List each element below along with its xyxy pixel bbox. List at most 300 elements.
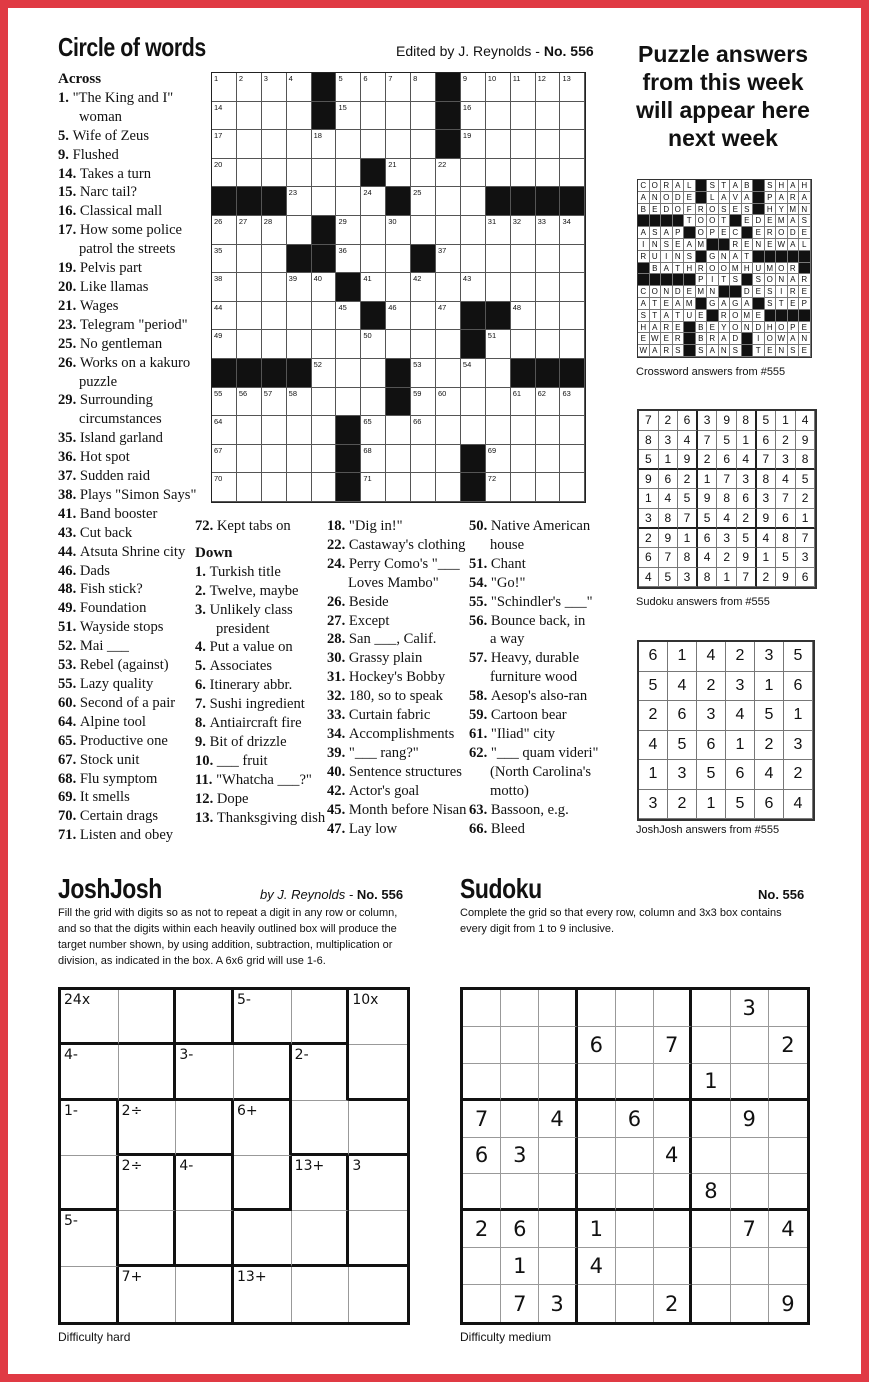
- crossword-cell[interactable]: [212, 416, 237, 445]
- crossword-cell[interactable]: [361, 273, 386, 302]
- crossword-cell[interactable]: [411, 130, 436, 159]
- crossword-cell[interactable]: [361, 216, 386, 245]
- sudoku-cell[interactable]: [463, 1285, 501, 1322]
- joshjosh-cell[interactable]: [349, 1101, 407, 1156]
- crossword-cell[interactable]: [411, 445, 436, 474]
- joshjosh-cell[interactable]: [176, 1045, 234, 1100]
- sudoku-cell[interactable]: [578, 1101, 616, 1138]
- crossword-cell[interactable]: [536, 216, 561, 245]
- crossword-cell[interactable]: [536, 388, 561, 417]
- crossword-cell[interactable]: [361, 359, 386, 388]
- sudoku-cell[interactable]: [463, 1138, 501, 1175]
- crossword-cell[interactable]: [461, 130, 486, 159]
- crossword-cell[interactable]: [511, 416, 536, 445]
- crossword-cell[interactable]: [411, 473, 436, 502]
- crossword-cell[interactable]: [436, 302, 461, 331]
- sudoku-cell[interactable]: [769, 1248, 807, 1285]
- crossword-cell[interactable]: [361, 73, 386, 102]
- crossword-cell[interactable]: [262, 216, 287, 245]
- joshjosh-cell[interactable]: [119, 1156, 177, 1211]
- crossword-cell[interactable]: [511, 73, 536, 102]
- crossword-cell[interactable]: [536, 330, 561, 359]
- sudoku-cell[interactable]: [769, 1285, 807, 1322]
- crossword-cell[interactable]: [336, 130, 361, 159]
- crossword-cell[interactable]: [386, 130, 411, 159]
- crossword-cell[interactable]: [312, 445, 337, 474]
- crossword-cell[interactable]: [486, 102, 511, 131]
- crossword-cell[interactable]: [237, 102, 262, 131]
- joshjosh-cell[interactable]: [61, 1267, 119, 1322]
- crossword-cell[interactable]: [262, 445, 287, 474]
- sudoku-cell[interactable]: [616, 1101, 654, 1138]
- sudoku-cell[interactable]: [578, 1211, 616, 1248]
- crossword-cell[interactable]: [536, 245, 561, 274]
- joshjosh-cell[interactable]: [61, 1045, 119, 1100]
- crossword-cell[interactable]: [511, 445, 536, 474]
- crossword-cell[interactable]: [511, 330, 536, 359]
- sudoku-cell[interactable]: [654, 1064, 692, 1101]
- sudoku-cell[interactable]: [539, 990, 577, 1027]
- crossword-cell[interactable]: [262, 102, 287, 131]
- crossword-cell[interactable]: [262, 159, 287, 188]
- crossword-cell[interactable]: [212, 388, 237, 417]
- sudoku-cell[interactable]: [616, 1027, 654, 1064]
- sudoku-cell[interactable]: [578, 1174, 616, 1211]
- joshjosh-cell[interactable]: [234, 1101, 292, 1156]
- crossword-cell[interactable]: [212, 245, 237, 274]
- sudoku-cell[interactable]: [731, 1174, 769, 1211]
- crossword-cell[interactable]: [436, 216, 461, 245]
- sudoku-cell[interactable]: [769, 1101, 807, 1138]
- sudoku-cell[interactable]: [769, 1138, 807, 1175]
- crossword-cell[interactable]: [287, 388, 312, 417]
- crossword-cell[interactable]: [411, 359, 436, 388]
- crossword-cell[interactable]: [312, 416, 337, 445]
- sudoku-cell[interactable]: [616, 1285, 654, 1322]
- sudoku-cell[interactable]: [501, 1027, 539, 1064]
- crossword-cell[interactable]: [386, 416, 411, 445]
- crossword-cell[interactable]: [436, 245, 461, 274]
- crossword-cell[interactable]: [461, 102, 486, 131]
- crossword-cell[interactable]: [237, 216, 262, 245]
- sudoku-cell[interactable]: [769, 1027, 807, 1064]
- crossword-cell[interactable]: [536, 416, 561, 445]
- crossword-cell[interactable]: [560, 473, 585, 502]
- joshjosh-cell[interactable]: [292, 1267, 350, 1322]
- joshjosh-cell[interactable]: [119, 1267, 177, 1322]
- joshjosh-cell[interactable]: [119, 1045, 177, 1100]
- sudoku-cell[interactable]: [654, 1174, 692, 1211]
- sudoku-cell[interactable]: [616, 1248, 654, 1285]
- crossword-cell[interactable]: [336, 245, 361, 274]
- sudoku-cell[interactable]: [539, 1027, 577, 1064]
- crossword-cell[interactable]: [511, 216, 536, 245]
- sudoku-cell[interactable]: [616, 990, 654, 1027]
- sudoku-cell[interactable]: [501, 1174, 539, 1211]
- crossword-cell[interactable]: [560, 330, 585, 359]
- sudoku-cell[interactable]: [654, 1211, 692, 1248]
- sudoku-cell[interactable]: [616, 1138, 654, 1175]
- crossword-cell[interactable]: [461, 388, 486, 417]
- crossword-cell[interactable]: [287, 330, 312, 359]
- crossword-cell[interactable]: [560, 73, 585, 102]
- crossword-cell[interactable]: [511, 245, 536, 274]
- joshjosh-cell[interactable]: [349, 990, 407, 1045]
- crossword-cell[interactable]: [262, 330, 287, 359]
- crossword-cell[interactable]: [237, 73, 262, 102]
- sudoku-cell[interactable]: [769, 1064, 807, 1101]
- crossword-cell[interactable]: [560, 102, 585, 131]
- crossword-cell[interactable]: [386, 330, 411, 359]
- crossword-cell[interactable]: [361, 130, 386, 159]
- sudoku-cell[interactable]: [654, 1248, 692, 1285]
- crossword-cell[interactable]: [486, 416, 511, 445]
- crossword-cell[interactable]: [237, 445, 262, 474]
- crossword-cell[interactable]: [361, 102, 386, 131]
- crossword-cell[interactable]: [436, 388, 461, 417]
- sudoku-cell[interactable]: [731, 1101, 769, 1138]
- crossword-cell[interactable]: [361, 330, 386, 359]
- joshjosh-cell[interactable]: [61, 1101, 119, 1156]
- crossword-cell[interactable]: [486, 273, 511, 302]
- crossword-cell[interactable]: [560, 445, 585, 474]
- joshjosh-cell[interactable]: [234, 1267, 292, 1322]
- sudoku-cell[interactable]: [501, 1064, 539, 1101]
- crossword-cell[interactable]: [436, 445, 461, 474]
- joshjosh-cell[interactable]: [349, 1045, 407, 1100]
- crossword-cell[interactable]: [536, 159, 561, 188]
- crossword-cell[interactable]: [386, 302, 411, 331]
- crossword-cell[interactable]: [212, 302, 237, 331]
- crossword-cell[interactable]: [536, 473, 561, 502]
- sudoku-cell[interactable]: [731, 1248, 769, 1285]
- crossword-cell[interactable]: [212, 330, 237, 359]
- crossword-cell[interactable]: [461, 187, 486, 216]
- sudoku-cell[interactable]: [692, 1285, 730, 1322]
- sudoku-cell[interactable]: [616, 1174, 654, 1211]
- crossword-cell[interactable]: [237, 302, 262, 331]
- sudoku-cell[interactable]: [692, 1064, 730, 1101]
- crossword-cell[interactable]: [336, 102, 361, 131]
- sudoku-cell[interactable]: [539, 1101, 577, 1138]
- crossword-cell[interactable]: [287, 130, 312, 159]
- crossword-cell[interactable]: [560, 245, 585, 274]
- sudoku-cell[interactable]: [463, 1248, 501, 1285]
- sudoku-cell[interactable]: [731, 990, 769, 1027]
- crossword-cell[interactable]: [287, 73, 312, 102]
- crossword-cell[interactable]: [336, 159, 361, 188]
- crossword-cell[interactable]: [486, 130, 511, 159]
- crossword-cell[interactable]: [560, 130, 585, 159]
- crossword-cell[interactable]: [411, 416, 436, 445]
- crossword-cell[interactable]: [486, 330, 511, 359]
- joshjosh-cell[interactable]: [61, 1211, 119, 1266]
- sudoku-cell[interactable]: [616, 1211, 654, 1248]
- sudoku-cell[interactable]: [616, 1064, 654, 1101]
- joshjosh-cell[interactable]: [176, 1101, 234, 1156]
- crossword-cell[interactable]: [486, 359, 511, 388]
- sudoku-cell[interactable]: [769, 990, 807, 1027]
- crossword-cell[interactable]: [212, 159, 237, 188]
- crossword-cell[interactable]: [312, 159, 337, 188]
- joshjosh-cell[interactable]: [349, 1267, 407, 1322]
- sudoku-cell[interactable]: [692, 1211, 730, 1248]
- sudoku-cell[interactable]: [578, 1285, 616, 1322]
- joshjosh-cell[interactable]: [349, 1156, 407, 1211]
- crossword-cell[interactable]: [411, 102, 436, 131]
- crossword-cell[interactable]: [436, 359, 461, 388]
- crossword-cell[interactable]: [287, 416, 312, 445]
- crossword-cell[interactable]: [312, 187, 337, 216]
- joshjosh-cell[interactable]: [61, 990, 119, 1045]
- crossword-cell[interactable]: [287, 273, 312, 302]
- crossword-cell[interactable]: [361, 416, 386, 445]
- crossword-cell[interactable]: [287, 159, 312, 188]
- crossword-cell[interactable]: [386, 73, 411, 102]
- crossword-cell[interactable]: [560, 302, 585, 331]
- sudoku-cell[interactable]: [539, 1174, 577, 1211]
- crossword-cell[interactable]: [262, 473, 287, 502]
- crossword-cell[interactable]: [312, 302, 337, 331]
- crossword-cell[interactable]: [386, 473, 411, 502]
- crossword-cell[interactable]: [486, 388, 511, 417]
- sudoku-cell[interactable]: [578, 1027, 616, 1064]
- crossword-cell[interactable]: [411, 159, 436, 188]
- crossword-cell[interactable]: [262, 130, 287, 159]
- sudoku-cell[interactable]: [654, 1138, 692, 1175]
- crossword-cell[interactable]: [411, 388, 436, 417]
- crossword-cell[interactable]: [287, 445, 312, 474]
- joshjosh-cell[interactable]: [119, 990, 177, 1045]
- sudoku-cell[interactable]: [463, 1064, 501, 1101]
- joshjosh-cell[interactable]: [176, 990, 234, 1045]
- crossword-cell[interactable]: [237, 330, 262, 359]
- crossword-cell[interactable]: [461, 73, 486, 102]
- crossword-cell[interactable]: [212, 216, 237, 245]
- sudoku-cell[interactable]: [731, 1027, 769, 1064]
- sudoku-cell[interactable]: [654, 1285, 692, 1322]
- crossword-cell[interactable]: [486, 245, 511, 274]
- joshjosh-cell[interactable]: [61, 1156, 119, 1211]
- crossword-cell[interactable]: [262, 245, 287, 274]
- sudoku-cell[interactable]: [539, 1285, 577, 1322]
- sudoku-cell[interactable]: [769, 1211, 807, 1248]
- sudoku-cell[interactable]: [578, 1138, 616, 1175]
- crossword-cell[interactable]: [262, 73, 287, 102]
- crossword-cell[interactable]: [312, 359, 337, 388]
- crossword-cell[interactable]: [536, 445, 561, 474]
- crossword-cell[interactable]: [411, 187, 436, 216]
- crossword-cell[interactable]: [212, 102, 237, 131]
- sudoku-cell[interactable]: [463, 1027, 501, 1064]
- crossword-cell[interactable]: [436, 416, 461, 445]
- crossword-cell[interactable]: [386, 245, 411, 274]
- crossword-cell[interactable]: [262, 416, 287, 445]
- sudoku-cell[interactable]: [654, 990, 692, 1027]
- crossword-cell[interactable]: [336, 359, 361, 388]
- crossword-cell[interactable]: [386, 445, 411, 474]
- sudoku-cell[interactable]: [692, 1248, 730, 1285]
- crossword-cell[interactable]: [287, 473, 312, 502]
- crossword-cell[interactable]: [212, 73, 237, 102]
- crossword-cell[interactable]: [262, 388, 287, 417]
- crossword-cell[interactable]: [486, 445, 511, 474]
- crossword-cell[interactable]: [212, 473, 237, 502]
- crossword-cell[interactable]: [237, 273, 262, 302]
- crossword-cell[interactable]: [536, 130, 561, 159]
- sudoku-cell[interactable]: [501, 1138, 539, 1175]
- crossword-cell[interactable]: [511, 130, 536, 159]
- crossword-cell[interactable]: [336, 302, 361, 331]
- joshjosh-cell[interactable]: [349, 1211, 407, 1266]
- crossword-cell[interactable]: [237, 388, 262, 417]
- crossword-cell[interactable]: [237, 245, 262, 274]
- sudoku-cell[interactable]: [692, 1138, 730, 1175]
- crossword-cell[interactable]: [436, 330, 461, 359]
- crossword-cell[interactable]: [361, 187, 386, 216]
- crossword-cell[interactable]: [312, 388, 337, 417]
- crossword-cell[interactable]: [237, 416, 262, 445]
- crossword-cell[interactable]: [560, 388, 585, 417]
- crossword-cell[interactable]: [560, 216, 585, 245]
- sudoku-cell[interactable]: [463, 990, 501, 1027]
- crossword-cell[interactable]: [461, 159, 486, 188]
- crossword-cell[interactable]: [386, 273, 411, 302]
- sudoku-cell[interactable]: [501, 1248, 539, 1285]
- crossword-cell[interactable]: [411, 302, 436, 331]
- joshjosh-cell[interactable]: [234, 1045, 292, 1100]
- crossword-cell[interactable]: [212, 130, 237, 159]
- crossword-cell[interactable]: [436, 159, 461, 188]
- sudoku-cell[interactable]: [539, 1248, 577, 1285]
- sudoku-cell[interactable]: [501, 1101, 539, 1138]
- sudoku-cell[interactable]: [501, 1211, 539, 1248]
- crossword-cell[interactable]: [560, 159, 585, 188]
- crossword-cell[interactable]: [237, 159, 262, 188]
- crossword-cell[interactable]: [486, 159, 511, 188]
- crossword-cell[interactable]: [486, 73, 511, 102]
- crossword-cell[interactable]: [511, 302, 536, 331]
- crossword-cell[interactable]: [411, 73, 436, 102]
- crossword-cell[interactable]: [237, 130, 262, 159]
- sudoku-cell[interactable]: [501, 990, 539, 1027]
- sudoku-cell[interactable]: [692, 990, 730, 1027]
- joshjosh-cell[interactable]: [119, 1211, 177, 1266]
- sudoku-cell[interactable]: [769, 1174, 807, 1211]
- crossword-cell[interactable]: [461, 359, 486, 388]
- joshjosh-cell[interactable]: [176, 1211, 234, 1266]
- crossword-cell[interactable]: [536, 102, 561, 131]
- crossword-cell[interactable]: [461, 273, 486, 302]
- crossword-cell[interactable]: [312, 273, 337, 302]
- joshjosh-cell[interactable]: [234, 1156, 292, 1211]
- sudoku-cell[interactable]: [539, 1211, 577, 1248]
- crossword-cell[interactable]: [237, 473, 262, 502]
- crossword-cell[interactable]: [436, 473, 461, 502]
- sudoku-cell[interactable]: [578, 1064, 616, 1101]
- sudoku-cell[interactable]: [463, 1101, 501, 1138]
- crossword-cell[interactable]: [511, 159, 536, 188]
- joshjosh-cell[interactable]: [176, 1267, 234, 1322]
- joshjosh-cell[interactable]: [292, 1156, 350, 1211]
- crossword-cell[interactable]: [461, 245, 486, 274]
- crossword-cell[interactable]: [436, 273, 461, 302]
- crossword-cell[interactable]: [436, 187, 461, 216]
- sudoku-cell[interactable]: [731, 1285, 769, 1322]
- sudoku-cell[interactable]: [731, 1211, 769, 1248]
- crossword-cell[interactable]: [461, 216, 486, 245]
- crossword-cell[interactable]: [411, 273, 436, 302]
- crossword-cell[interactable]: [511, 473, 536, 502]
- sudoku-cell[interactable]: [731, 1138, 769, 1175]
- crossword-cell[interactable]: [361, 473, 386, 502]
- crossword-cell[interactable]: [511, 102, 536, 131]
- sudoku-cell[interactable]: [463, 1211, 501, 1248]
- crossword-cell[interactable]: [287, 302, 312, 331]
- crossword-cell[interactable]: [486, 216, 511, 245]
- crossword-cell[interactable]: [486, 473, 511, 502]
- sudoku-cell[interactable]: [692, 1174, 730, 1211]
- crossword-cell[interactable]: [386, 102, 411, 131]
- joshjosh-cell[interactable]: [292, 1211, 350, 1266]
- joshjosh-cell[interactable]: [292, 990, 350, 1045]
- crossword-cell[interactable]: [287, 187, 312, 216]
- joshjosh-cell[interactable]: [292, 1045, 350, 1100]
- crossword-cell[interactable]: [336, 330, 361, 359]
- crossword-cell[interactable]: [361, 245, 386, 274]
- sudoku-cell[interactable]: [654, 1027, 692, 1064]
- crossword-cell[interactable]: [411, 216, 436, 245]
- crossword-cell[interactable]: [560, 273, 585, 302]
- sudoku-cell[interactable]: [692, 1027, 730, 1064]
- crossword-cell[interactable]: [536, 302, 561, 331]
- joshjosh-cell[interactable]: [176, 1156, 234, 1211]
- crossword-cell[interactable]: [336, 73, 361, 102]
- crossword-cell[interactable]: [287, 102, 312, 131]
- crossword-cell[interactable]: [361, 388, 386, 417]
- crossword-cell[interactable]: [212, 273, 237, 302]
- crossword-cell[interactable]: [312, 473, 337, 502]
- crossword-cell[interactable]: [536, 73, 561, 102]
- crossword-cell[interactable]: [336, 216, 361, 245]
- crossword-cell[interactable]: [336, 187, 361, 216]
- crossword-cell[interactable]: [560, 416, 585, 445]
- crossword-cell[interactable]: [386, 159, 411, 188]
- crossword-cell[interactable]: [312, 330, 337, 359]
- joshjosh-cell[interactable]: [119, 1101, 177, 1156]
- sudoku-cell[interactable]: [578, 1248, 616, 1285]
- sudoku-cell[interactable]: [578, 990, 616, 1027]
- joshjosh-cell[interactable]: [234, 990, 292, 1045]
- sudoku-cell[interactable]: [692, 1101, 730, 1138]
- crossword-cell[interactable]: [212, 445, 237, 474]
- sudoku-cell[interactable]: [654, 1101, 692, 1138]
- crossword-cell[interactable]: [262, 302, 287, 331]
- crossword-cell[interactable]: [386, 216, 411, 245]
- sudoku-cell[interactable]: [501, 1285, 539, 1322]
- crossword-cell[interactable]: [461, 416, 486, 445]
- joshjosh-cell[interactable]: [234, 1211, 292, 1266]
- crossword-cell[interactable]: [511, 388, 536, 417]
- crossword-cell[interactable]: [536, 273, 561, 302]
- sudoku-cell[interactable]: [731, 1064, 769, 1101]
- sudoku-cell[interactable]: [539, 1064, 577, 1101]
- joshjosh-cell[interactable]: [292, 1101, 350, 1156]
- crossword-cell[interactable]: [287, 216, 312, 245]
- sudoku-cell[interactable]: [463, 1174, 501, 1211]
- crossword-cell[interactable]: [511, 273, 536, 302]
- crossword-cell[interactable]: [262, 273, 287, 302]
